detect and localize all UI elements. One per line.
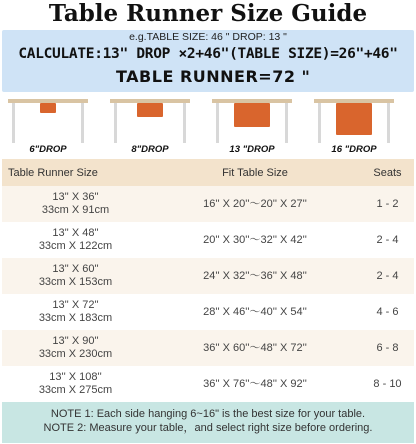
drop-illustrations: [0, 93, 416, 155]
size-cm: 33cm X 122cm: [38, 240, 113, 252]
size-cm: 33cm X 230cm: [38, 348, 113, 360]
note-1: NOTE 1: Each side hanging 6~16" is the best size for your table.: [50, 408, 366, 420]
runner-size-cell: [2, 222, 149, 258]
formula-text: CALCULATE:13" DROP ×2+46"(TABLE SIZE)=26"+46": [18, 46, 398, 62]
size-table: [2, 159, 414, 402]
runner-size-cell: [2, 294, 149, 330]
runner-size-cell: [2, 186, 149, 222]
size-cm: 33cm X 275cm: [38, 384, 113, 396]
seats-cell: 2 - 4: [361, 258, 414, 294]
size-inches: 13'' X 60'': [52, 263, 99, 275]
seats-cell: 1 - 2: [361, 186, 414, 222]
table-leg: [318, 103, 321, 143]
header-fit-table-size: Fit Table Size: [149, 159, 361, 186]
runner-drop: [336, 103, 372, 135]
table-row: [2, 222, 414, 258]
drop-label: 6"DROP: [29, 144, 67, 155]
table-row: [2, 330, 414, 366]
runner-drop: [137, 103, 163, 117]
seats-cell: 2 - 4: [376, 233, 399, 246]
fit-size-cell: 20'' X 30''～32'' X 42'': [203, 233, 307, 246]
runner-size-cell: [2, 366, 149, 402]
table-leg: [216, 103, 219, 143]
runner-drop: [40, 103, 56, 113]
runner-size-cell: [2, 258, 149, 294]
table-row: [2, 258, 414, 294]
runner-drop: [234, 103, 270, 127]
table-leg: [12, 103, 15, 143]
notes-box: [2, 402, 414, 443]
table-leg: [114, 103, 117, 143]
example-text: e.g.TABLE SIZE: 46 " DROP: 13 ": [129, 31, 287, 43]
drop-illustration-8: [110, 93, 190, 155]
size-inches: 13'' X 108'': [49, 371, 102, 383]
drop-label: 13 "DROP: [229, 144, 275, 155]
table-header-row: [2, 159, 414, 186]
size-inches: 13'' X 90'': [52, 335, 99, 347]
page-title: Table Runner Size Guide: [48, 0, 368, 27]
note-2: NOTE 2: Measure your table，and select right size before ordering.: [43, 422, 373, 434]
runner-size-cell: [2, 330, 149, 366]
fit-size-cell: 36'' X 60''～48'' X 72'': [149, 330, 361, 366]
calculation-box: [2, 30, 414, 92]
table-leg: [183, 103, 186, 143]
size-cm: 33cm X 153cm: [38, 276, 113, 288]
seats-cell: 6 - 8: [361, 330, 414, 366]
drop-illustration-16: [314, 93, 394, 155]
header-runner-size: Table Runner Size: [2, 159, 149, 186]
size-inches: 13'' X 48'': [52, 227, 99, 239]
fit-size-cell: 28'' X 46''～40'' X 54'': [203, 305, 307, 318]
size-inches: 13'' X 36'': [52, 191, 99, 203]
seats-cell: 4 - 6: [376, 305, 399, 318]
table-leg: [387, 103, 390, 143]
fit-size-cell: 36'' X 76''～48'' X 92'': [203, 377, 307, 390]
size-cm: 33cm X 183cm: [38, 312, 113, 324]
seats-cell: 8 - 10: [373, 377, 402, 390]
header-seats: Seats: [361, 159, 414, 186]
table-row: [2, 186, 414, 222]
table-leg: [81, 103, 84, 143]
drop-label: 8"DROP: [131, 144, 169, 155]
table-leg: [285, 103, 288, 143]
size-inches: 13'' X 72'': [52, 299, 99, 311]
table-row: [2, 294, 414, 330]
size-cm: 33cm X 91cm: [41, 204, 110, 216]
drop-illustration-6: [8, 93, 88, 155]
drop-illustration-13: [212, 93, 292, 155]
fit-size-cell: 16'' X 20''～20'' X 27'': [149, 186, 361, 222]
drop-label: 16 "DROP: [331, 144, 377, 155]
fit-size-cell: 24'' X 32''～36'' X 48'': [149, 258, 361, 294]
table-row: [2, 366, 414, 402]
runner-result-text: TABLE RUNNER=72 ": [116, 67, 311, 86]
